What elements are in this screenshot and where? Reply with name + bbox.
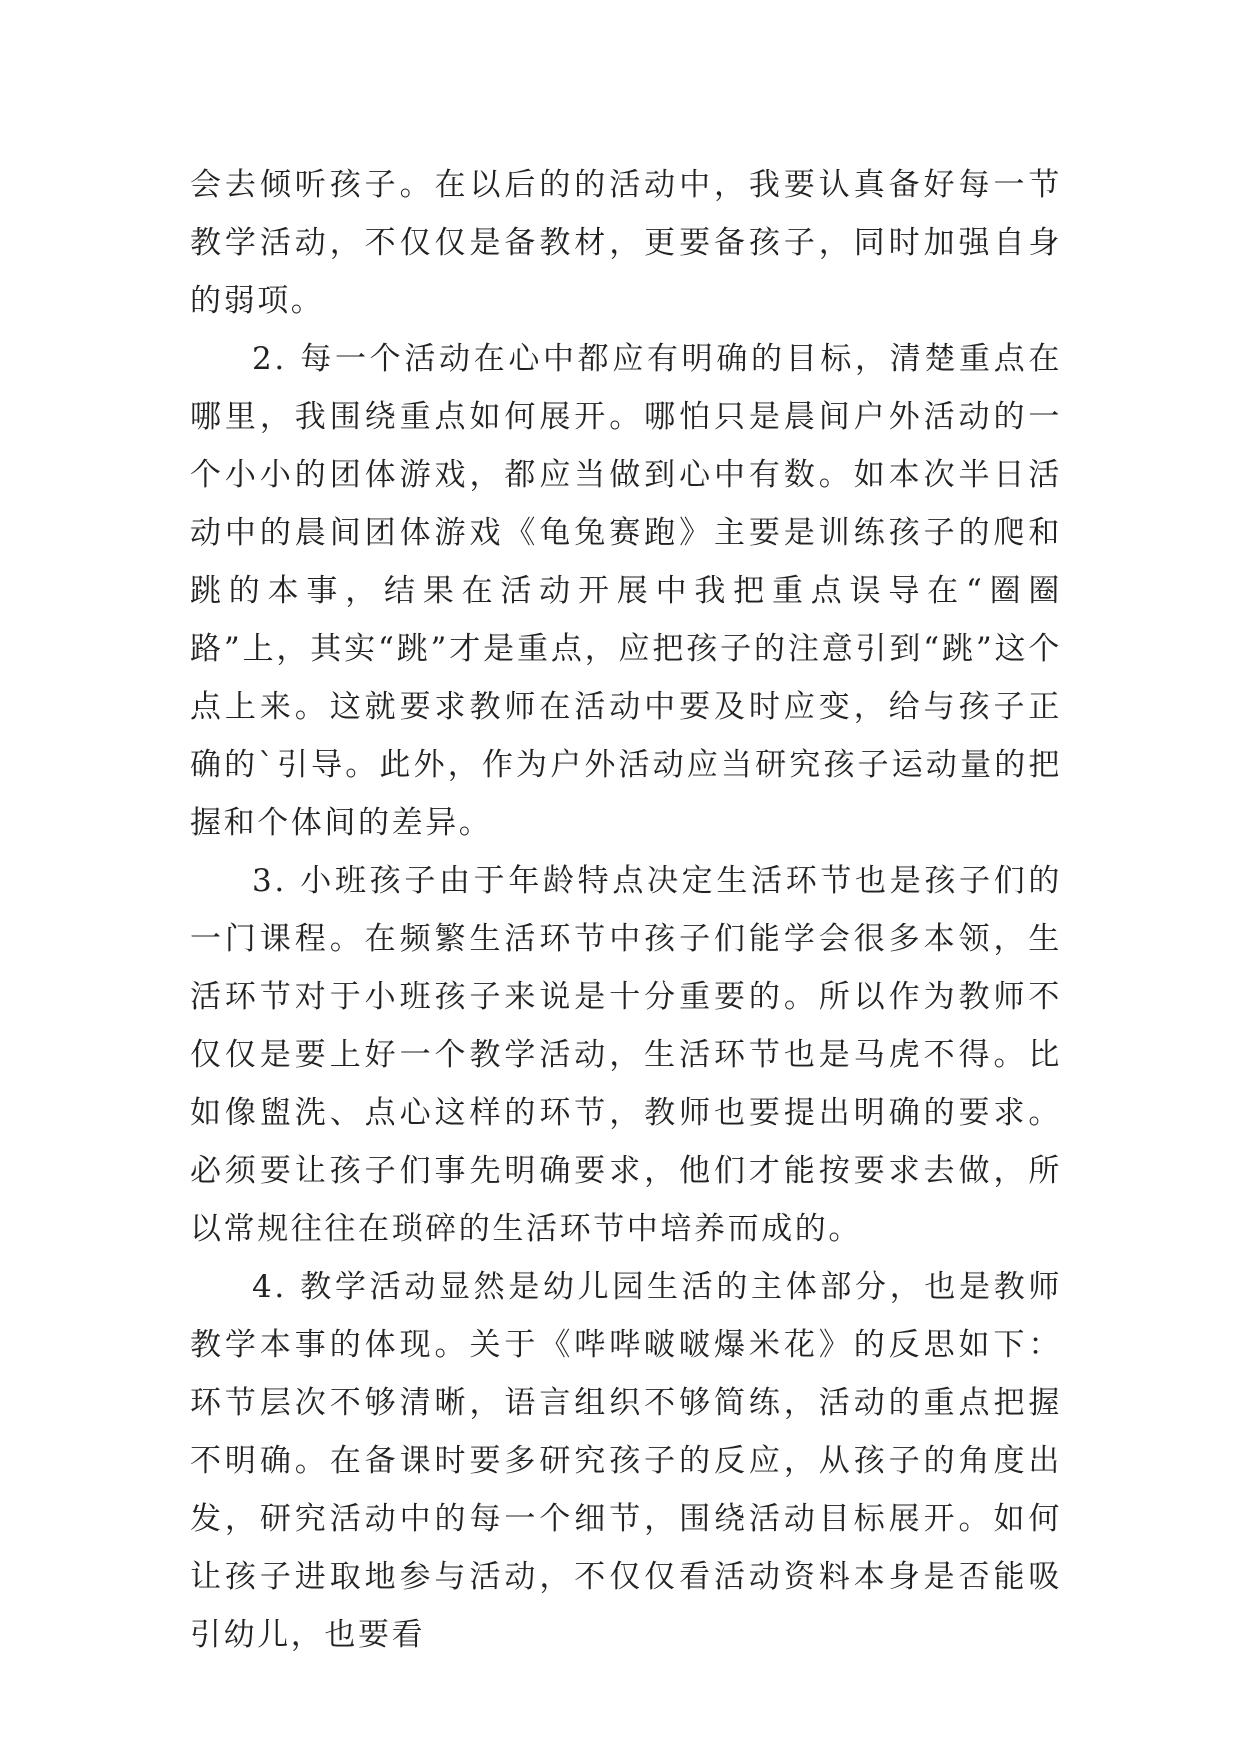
paragraph-point-4: 4. 教学活动显然是幼儿园生活的主体部分，也是教师教学本事的体现。关于《哔哔啵啵爆米花》的反思如下：环节层次不够清晰，语言组织不够简练，活动的重点把握不明确。在备课时要多研究孩子的反应，从孩子的角度出发，研究活动中的每一个细节，围绕活动目标展开。如何让孩子进取地参与活动，不仅仅看活动资料本身是否能吸引幼儿，也要看 — [190, 1269, 1062, 1653]
paragraph-continuation: 会去倾听孩子。在以后的的活动中，我要认真备好每一节教学活动，不仅仅是备教材，更要备孩子，同时加强自身的弱项。 — [190, 167, 1062, 319]
body-text — [190, 156, 1062, 1664]
paragraph-point-2: 2. 每一个活动在心中都应有明确的目标，清楚重点在哪里，我围绕重点如何展开。哪怕只是晨间户外活动的一个小小的团体游戏，都应当做到心中有数。如本次半日活动中的晨间团体游戏《龟兔赛跑》主要是训练孩子的爬和跳的本事，结果在活动开展中我把重点误导在“圈圈路”上，其实“跳”才是重点，应把孩子的注意引到“跳”这个点上来。这就要求教师在活动中要及时应变，给与孩子正确的`引导。此外，作为户外活动应当研究孩子运动量的把握和个体间的差异。 — [190, 341, 1062, 841]
paragraph-point-3: 3. 小班孩子由于年龄特点决定生活环节也是孩子们的一门课程。在频繁生活环节中孩子们能学会很多本领，生活环节对于小班孩子来说是十分重要的。所以作为教师不仅仅是要上好一个教学活动，生活环节也是马虎不得。比如像盥洗、点心这样的环节，教师也要提出明确的要求。必须要让孩子们事先明确要求，他们才能按要求去做，所以常规往往在琐碎的生活环节中培养而成的。 — [190, 863, 1062, 1247]
